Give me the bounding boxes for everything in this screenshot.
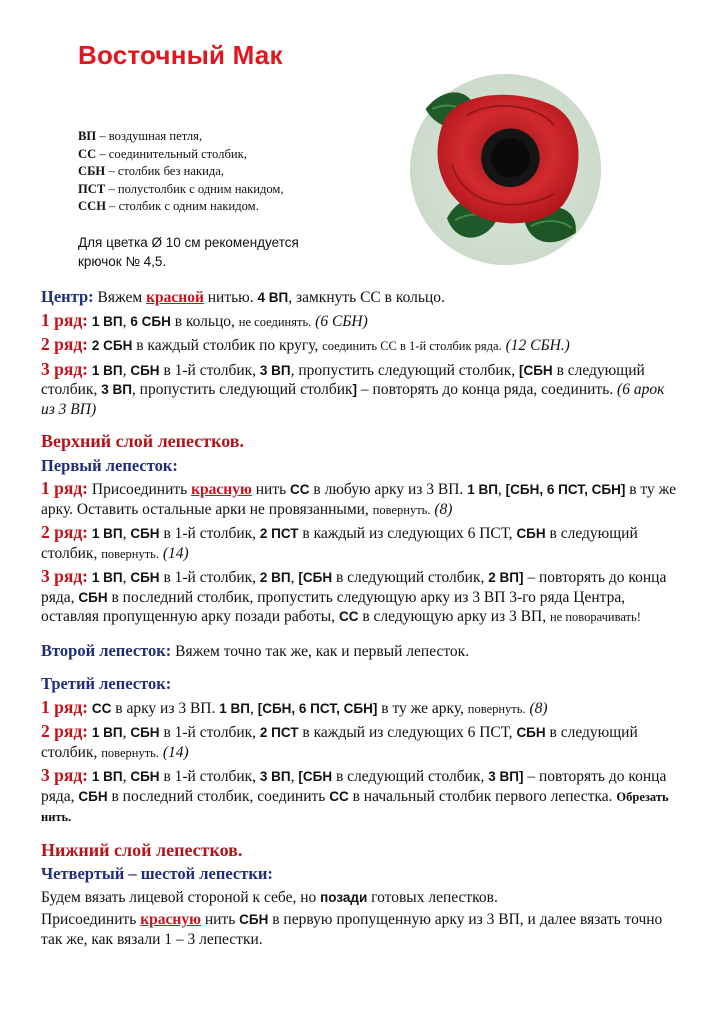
legend-item: СС – соединительный столбик, bbox=[78, 146, 247, 161]
upper-layer-heading: Верхний слой лепестков. bbox=[41, 431, 244, 451]
center-rows bbox=[41, 311, 681, 420]
legend-item: ПСТ – полустолбик с одним накидом, bbox=[78, 181, 284, 196]
pattern-row: 1 ряд: 1 ВП, 6 СБН в кольцо, не соединять. (6 СБН) bbox=[41, 309, 368, 330]
abbreviation-legend bbox=[78, 128, 284, 216]
first-petal-heading: Первый лепесток: bbox=[41, 455, 178, 475]
legend-item: СБН – столбик без накида, bbox=[78, 164, 225, 178]
row-label: 3 ряд: bbox=[41, 566, 89, 586]
second-petal: Второй лепесток: Вяжем точно так же, как и первый лепесток. bbox=[41, 640, 470, 660]
center-section: Центр: Вяжем красной нитью. 4 ВП, замкнуть СС в кольцо. bbox=[41, 287, 445, 306]
row-label: 2 ряд: bbox=[41, 522, 89, 542]
pattern-row: 3 ряд: 1 ВП, СБН в 1-й столбик, 2 ВП, [СБН в следующий столбик, 2 ВП] – повторять до конца ряда, СБН в последний столбик, пропустить следующую арку из 3 ВП 3-го ряда Центра, оставляя пропущенную арку позади работы, СС в следующую арку из 3 ВП, не поворачивать! bbox=[41, 566, 667, 625]
pattern-row: 2 ряд: 2 СБН в каждый столбик по кругу, соединить СС в 1-й столбик ряда. (12 СБН.) bbox=[41, 334, 570, 354]
legend-item: ВП – воздушная петля, bbox=[78, 129, 203, 143]
row-label: 1 ряд: bbox=[41, 696, 89, 717]
row-label: 2 ряд: bbox=[41, 721, 89, 741]
row-label: 2 ряд: bbox=[41, 334, 89, 354]
pattern-row: 2 ряд: 1 ВП, СБН в 1-й столбик, 2 ПСТ в каждый из следующих 6 ПСТ, СБН в следующий столбик, повернуть. (14) bbox=[41, 522, 638, 562]
row-label: 3 ряд: bbox=[41, 358, 89, 379]
first-petal-rows bbox=[41, 479, 681, 628]
lower-layer-heading: Нижний слой лепестков. bbox=[41, 839, 243, 860]
lower-petals-heading: Четвертый – шестой лепестки: bbox=[41, 864, 273, 883]
pattern-row: 1 ряд: СС в арку из 3 ВП. 1 ВП, [СБН, 6 ПСТ, СБН] в ту же арку, повернуть. (8) bbox=[41, 696, 548, 717]
text-line: Будем вязать лицевой стороной к себе, но позади готовых лепестков. bbox=[41, 888, 498, 906]
row-label: 1 ряд: bbox=[41, 309, 89, 330]
text-line: Присоединить красную нить СБН в первую пропущенную арку из 3 ВП, и далее вязать точно так же, как вязали 1 – 3 лепестки. bbox=[41, 911, 663, 948]
pattern-row: 3 ряд: 1 ВП, СБН в 1-й столбик, 3 ВП, [СБН в следующий столбик, 3 ВП] – повторять до конца ряда, СБН в последний столбик, соединить СС в начальный столбик первого лепестка. Обрезать нить. bbox=[41, 765, 669, 824]
row-label: 1 ряд: bbox=[41, 478, 89, 498]
pattern-row: 2 ряд: 1 ВП, СБН в 1-й столбик, 2 ПСТ в каждый из следующих 6 ПСТ, СБН в следующий столбик, повернуть. (14) bbox=[41, 721, 638, 761]
pattern-row: 3 ряд: 1 ВП, СБН в 1-й столбик, 3 ВП, пропустить следующий столбик, [СБН в следующий столбик, 3 ВП, пропустить следующий столбик] – повторять до конца ряда, соединить. (6 арок из 3 ВП) bbox=[41, 358, 665, 418]
third-petal-rows bbox=[41, 698, 681, 828]
pattern-content bbox=[41, 287, 681, 952]
legend-item: ССН – столбик с одним накидом. bbox=[78, 199, 259, 213]
poppy-flower-image bbox=[408, 72, 603, 267]
row-label: 3 ряд: bbox=[41, 765, 89, 785]
pattern-row: 1 ряд: Присоединить красную нить СС в любую арку из 3 ВП. 1 ВП, [СБН, 6 ПСТ, СБН] в ту же арку. Оставить остальные арки не провязанными, повернуть. (8) bbox=[41, 478, 676, 518]
third-petal-heading: Третий лепесток: bbox=[41, 674, 172, 693]
hook-recommendation: Для цветка Ø 10 см рекомендуется крючок № 4,5. bbox=[78, 235, 299, 269]
lower-petals-text bbox=[41, 888, 681, 950]
page-title: Восточный Мак bbox=[78, 40, 283, 70]
